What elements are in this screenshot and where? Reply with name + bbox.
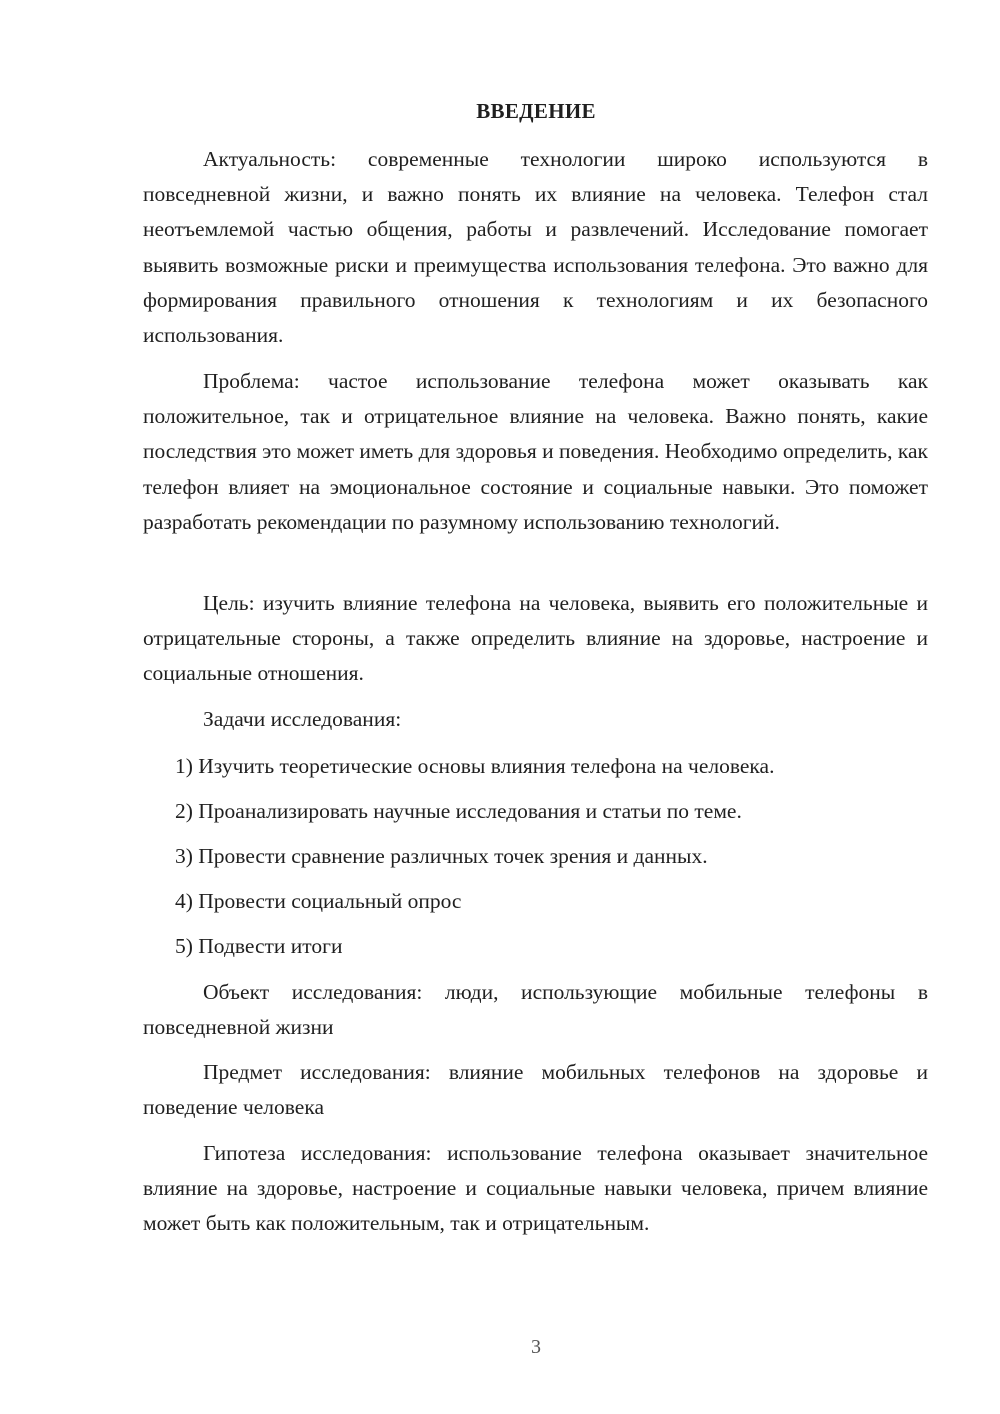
problem-block <box>143 364 928 540</box>
goal-block <box>143 586 928 692</box>
list-item: 3) Провести сравнение различных точек зрения и данных. <box>175 844 708 868</box>
hypothesis-paragraph: Гипотеза исследования: использование телефона оказывает значительное влияние на здоровье, настроение и социальные навыки человека, причем влияние может быть как положительным, так и отрицательным. <box>143 1141 928 1236</box>
tasks-heading-block <box>143 702 928 737</box>
object-paragraph: Объект исследования: люди, использующие мобильные телефоны в повседневной жизни <box>143 980 928 1040</box>
tasks-list-item-3 <box>175 841 935 871</box>
goal-paragraph: Цель: изучить влияние телефона на человека, выявить его положительные и отрицательные стороны, а также определить влияние на здоровье, настроение и социальные отношения. <box>143 591 928 686</box>
list-item: 5) Подвести итоги <box>175 934 343 958</box>
object-block <box>143 975 928 1045</box>
relevance-block <box>143 142 928 353</box>
hypothesis-block <box>143 1136 928 1242</box>
tasks-list-item-5 <box>175 931 935 961</box>
list-item: 2) Проанализировать научные исследования и статьи по теме. <box>175 799 742 823</box>
list-item: 4) Провести социальный опрос <box>175 889 462 913</box>
tasks-list-item-1 <box>175 751 935 781</box>
problem-paragraph: Проблема: частое использование телефона может оказывать как положительное, так и отрицательное влияние на человека. Важно понять, какие последствия это может иметь для здоровья и поведения. Необходимо определить, как телефон влияет на эмоциональное состояние и социальные навыки. Это поможет разработать рекомендации по разумному использованию технологий. <box>143 369 928 534</box>
subject-paragraph: Предмет исследования: влияние мобильных телефонов на здоровье и поведение человека <box>143 1060 928 1120</box>
tasks-list-item-4 <box>175 886 935 916</box>
subject-block <box>143 1055 928 1125</box>
tasks-list-item-2 <box>175 796 935 826</box>
list-item: 1) Изучить теоретические основы влияния телефона на человека. <box>175 754 775 778</box>
page-number: 3 <box>531 1336 541 1358</box>
tasks-heading: Задачи исследования: <box>203 707 402 731</box>
relevance-paragraph: Актуальность: современные технологии широко используются в повседневной жизни, и важно понять их влияние на человека. Телефон стал неотъемлемой частью общения, работы и развлечений. Исследование помогает выявить возможные риски и преимущества использования телефона. Это важно для формирования правильного отношения к технологиям и их безопасного использования. <box>143 147 928 348</box>
page-title: ВВЕДЕНИЕ <box>476 99 596 123</box>
